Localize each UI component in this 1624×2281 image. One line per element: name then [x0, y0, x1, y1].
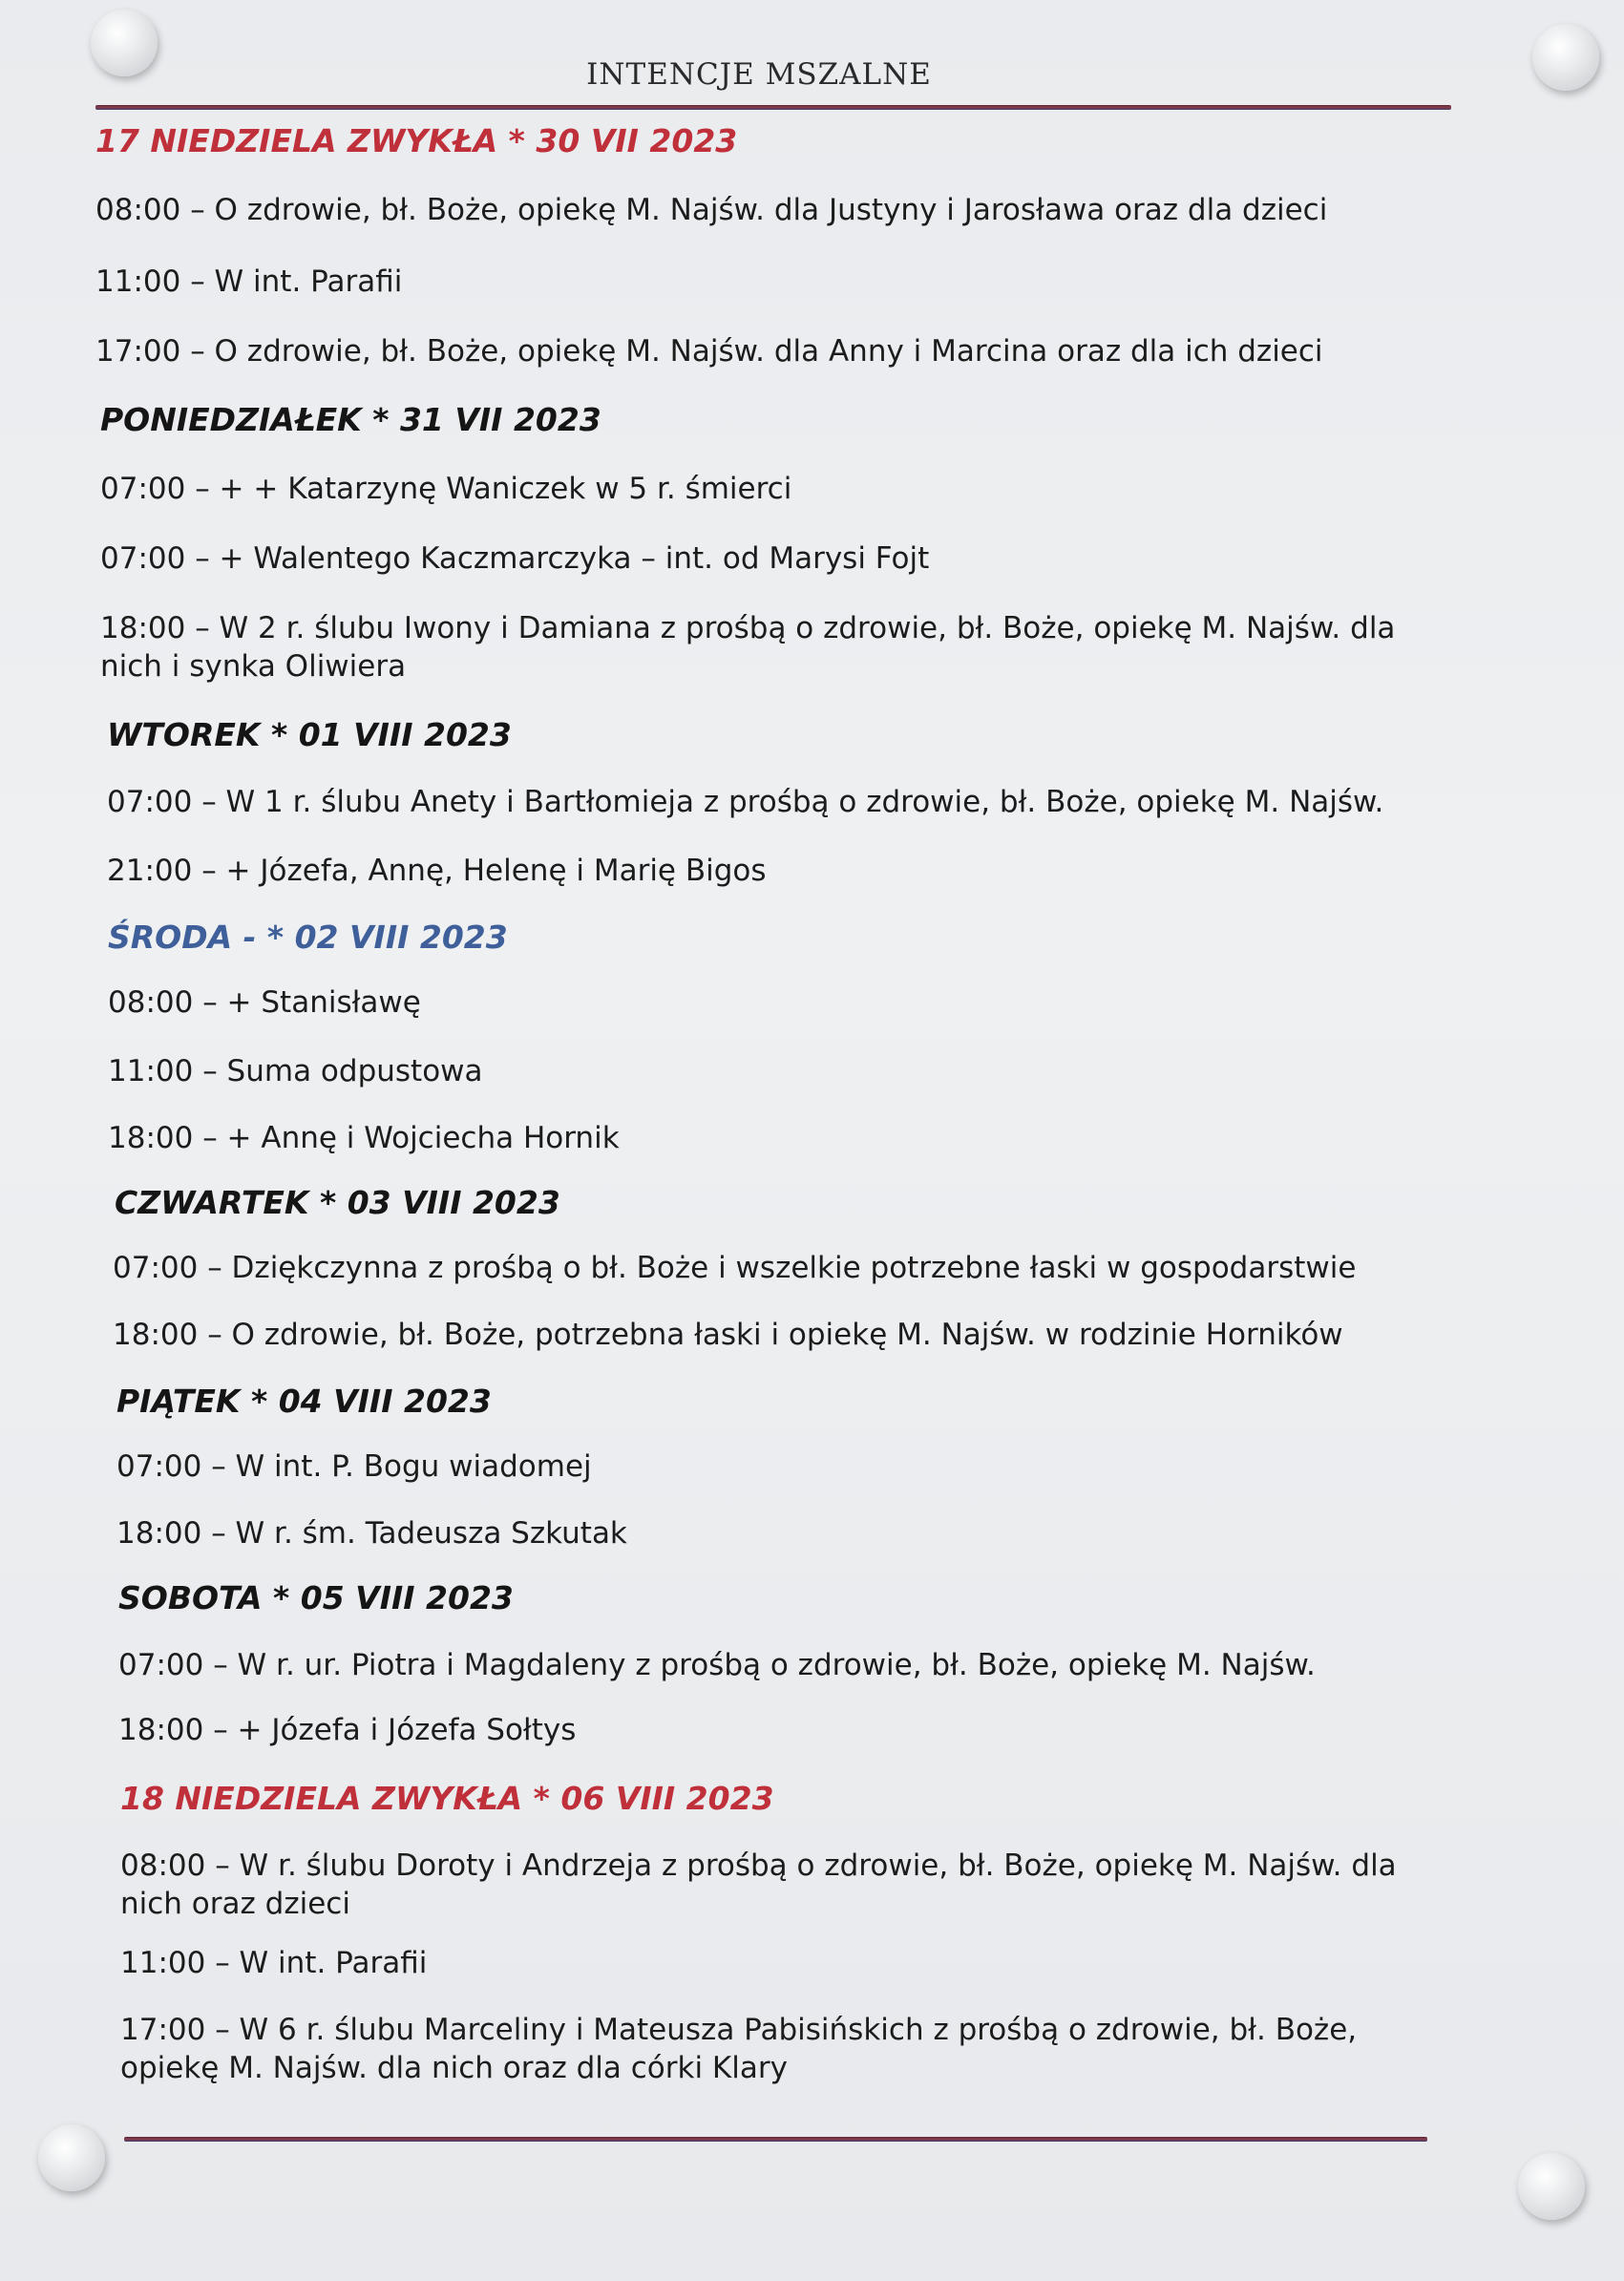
- intention-entry: 18:00 – + Józefa i Józefa Sołtys: [118, 1713, 577, 1747]
- pushpin-icon: [1518, 2153, 1585, 2220]
- day-heading-sunday-18: 18 NIEDZIELA ZWYKŁA * 06 VIII 2023: [120, 1780, 774, 1817]
- intention-entry: 17:00 – O zdrowie, bł. Boże, opiekę M. Najśw. dla Anny i Marcina oraz dla ich dzieci: [95, 334, 1323, 369]
- intention-entry: 08:00 – W r. ślubu Doroty i Andrzeja z prośbą o zdrowie, bł. Boże, opiekę M. Najśw. dla nich oraz dzieci: [120, 1848, 1397, 1921]
- bottom-divider: [124, 2137, 1427, 2142]
- intention-entry: 17:00 – W 6 r. ślubu Marceliny i Mateusza Pabisińskich z prośbą o zdrowie, bł. Boże, opiekę M. Najśw. dla nich oraz dla córki Klary: [120, 2013, 1358, 2085]
- intention-entry: 21:00 – + Józefa, Annę, Helenę i Marię Bigos: [107, 854, 767, 888]
- intention-entry: 07:00 – W r. ur. Piotra i Magdaleny z prośbą o zdrowie, bł. Boże, opiekę M. Najśw.: [118, 1648, 1316, 1682]
- day-heading-monday: PONIEDZIAŁEK * 31 VII 2023: [100, 401, 601, 438]
- intention-entry: 07:00 – Dziękczynna z prośbą o bł. Boże i wszelkie potrzebne łaski w gospodarstwie: [113, 1251, 1357, 1285]
- pushpin-icon: [38, 2124, 105, 2191]
- day-heading-saturday: SOBOTA * 05 VIII 2023: [118, 1579, 514, 1616]
- intention-entry: 08:00 – + Stanisławę: [108, 985, 421, 1020]
- pushpin-icon: [1532, 24, 1599, 91]
- intention-entry: 11:00 – W int. Parafii: [95, 264, 403, 299]
- intention-entry: 07:00 – + Walentego Kaczmarczyka – int. od Marysi Fojt: [100, 541, 930, 576]
- intention-entry: 07:00 – + + Katarzynę Waniczek w 5 r. śmierci: [100, 472, 792, 506]
- day-heading-tuesday: WTOREK * 01 VIII 2023: [107, 716, 512, 753]
- day-heading-sunday-17: 17 NIEDZIELA ZWYKŁA * 30 VII 2023: [95, 122, 738, 159]
- day-heading-thursday: CZWARTEK * 03 VIII 2023: [115, 1184, 560, 1221]
- page-title: INTENCJE MSZALNE: [586, 57, 932, 92]
- intention-entry: 07:00 – W int. P. Bogu wiadomej: [116, 1449, 592, 1484]
- intention-entry: 18:00 – W 2 r. ślubu Iwony i Damiana z prośbą o zdrowie, bł. Boże, opiekę M. Najśw. dla nich i synka Oliwiera: [100, 611, 1396, 684]
- intention-entry: 18:00 – O zdrowie, bł. Boże, potrzebna łaski i opiekę M. Najśw. w rodzinie Horników: [113, 1318, 1343, 1352]
- intention-entry: 18:00 – + Annę i Wojciecha Hornik: [108, 1121, 620, 1155]
- intention-entry: 18:00 – W r. śm. Tadeusza Szkutak: [116, 1516, 627, 1551]
- intention-entry: 08:00 – O zdrowie, bł. Boże, opiekę M. Najśw. dla Justyny i Jarosława oraz dla dzieci: [95, 193, 1328, 227]
- day-heading-wednesday: ŚRODA - * 02 VIII 2023: [108, 919, 508, 956]
- intention-entry: 11:00 – Suma odpustowa: [108, 1054, 483, 1088]
- top-divider: [95, 105, 1451, 110]
- intention-entry: 07:00 – W 1 r. ślubu Anety i Bartłomieja z prośbą o zdrowie, bł. Boże, opiekę M. Najśw.: [107, 785, 1384, 819]
- intention-entry: 11:00 – W int. Parafii: [120, 1946, 428, 1980]
- day-heading-friday: PIĄTEK * 04 VIII 2023: [116, 1383, 492, 1420]
